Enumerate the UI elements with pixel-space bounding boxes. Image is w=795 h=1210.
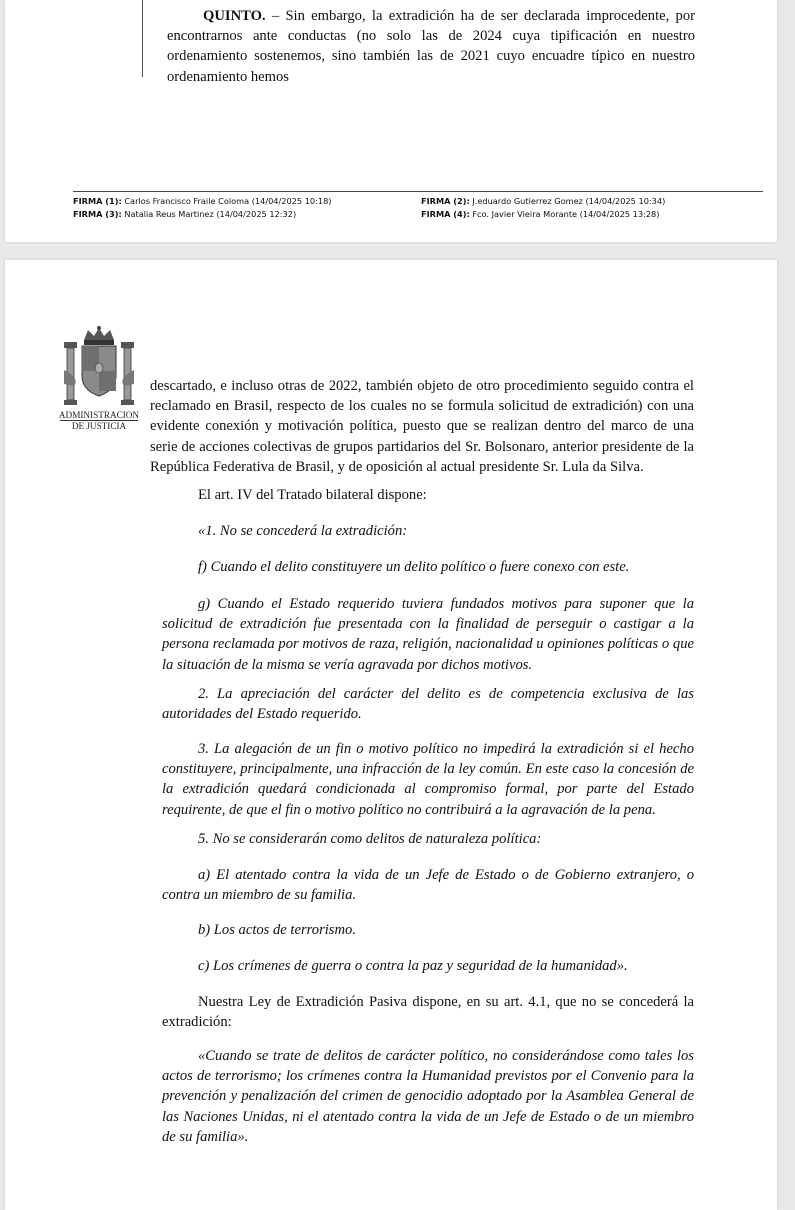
signature-3: FIRMA (3): Natalia Reus Martinez (14/04/2025 12:32) xyxy=(73,209,297,219)
signature-divider xyxy=(73,191,763,192)
quote-c: c) Los crímenes de guerra o contra la paz y seguridad de la humanidad». xyxy=(198,958,628,974)
quote-3: 3. La alegación de un fin o motivo político no impedirá la extradición si el hecho constituyere, principalmente, una infracción de la ley común. En este caso la concesión de la extradición quedará condicionada al compromiso formal, por parte del Estado requirente, de que el fin o motivo político no contribuirá a la agravación de la pena. xyxy=(162,741,694,818)
paragraph-1: descartado, e incluso otras de 2022, también objeto de otro procedimiento seguido contra el reclamado en Brasil, respecto de los cuales no se formula solicitud de extradición) con una evidente conexión y motivación política, puesto que se realizan dentro del marco de una serie de acciones colectivas de grupos partidarios del Sr. Bolsonaro, anterior presidente de la República Federativa de Brasil, y de oposición al actual presidente Sr. Lula da Silva. xyxy=(150,378,694,475)
quote-b: b) Los actos de terrorismo. xyxy=(198,922,356,938)
signature-2: FIRMA (2): J.eduardo Gutierrez Gomez (14/04/2025 10:34) xyxy=(421,196,666,206)
document-page-top xyxy=(5,0,777,242)
quote-1: «1. No se concederá la extradición: xyxy=(198,523,408,539)
signature-4: FIRMA (4): Fco. Javier Vieira Morante (14/04/2025 13:28) xyxy=(421,209,660,219)
paragraph-text: – Sin embargo, la extradición ha de ser declarada improcedente, por encontrarnos ante conductas (no solo las de 2024 cuya tipificación en nuestro ordenamiento sostenemos, sino también las de 2021 cuyo encuadre típico en nuestro ordenamiento hemos xyxy=(167,8,695,85)
quote-a: a) El atentado contra la vida de un Jefe de Estado o de Gobierno extranjero, o contra un miembro de su familia. xyxy=(162,867,694,904)
signature-1: FIRMA (1): Carlos Francisco Fraile Coloma (14/04/2025 10:18) xyxy=(73,196,332,206)
coat-of-arms-emblem xyxy=(60,326,138,446)
paragraph-3: Nuestra Ley de Extradición Pasiva dispone, en su art. 4.1, que no se concederá la extradición: xyxy=(162,994,694,1031)
margin-line xyxy=(142,0,143,77)
paragraph-quinto xyxy=(167,6,695,87)
quote-2: 2. La apreciación del carácter del delito es de competencia exclusiva de las autoridades del Estado requerido. xyxy=(162,686,694,723)
quote-5: 5. No se considerarán como delitos de naturaleza política: xyxy=(198,831,542,847)
quote-f: f) Cuando el delito constituyere un delito político o fuere conexo con este. xyxy=(198,559,630,575)
quote-g: g) Cuando el Estado requerido tuviera fundados motivos para suponer que la solicitud de extradición fue presentada con la finalidad de perseguir o castigar a la persona reclamada por motivos de raza, religión, nacionalidad u opiniones políticas o que la situación de la misma se vería agravada por dichos motivos. xyxy=(162,596,694,673)
paragraph-heading: QUINTO. xyxy=(203,8,266,24)
paragraph-2: El art. IV del Tratado bilateral dispone: xyxy=(198,487,427,503)
coat-of-arms-icon xyxy=(60,326,138,410)
quote-ley: «Cuando se trate de delitos de carácter político, no considerándose como tales los actos de terrorismo; los crímenes contra la Humanidad previstos por el Convenio para la prevención y penalización del crimen de genocidio adoptado por la Asamblea General de las Naciones Unidas, ni el atentado contra la vida de un Jefe de Estado o de un miembro de su familia». xyxy=(162,1048,694,1145)
emblem-divider xyxy=(60,420,138,421)
document-page xyxy=(5,260,777,1210)
emblem-caption: ADMINISTRACION DE JUSTICIA xyxy=(58,410,140,431)
